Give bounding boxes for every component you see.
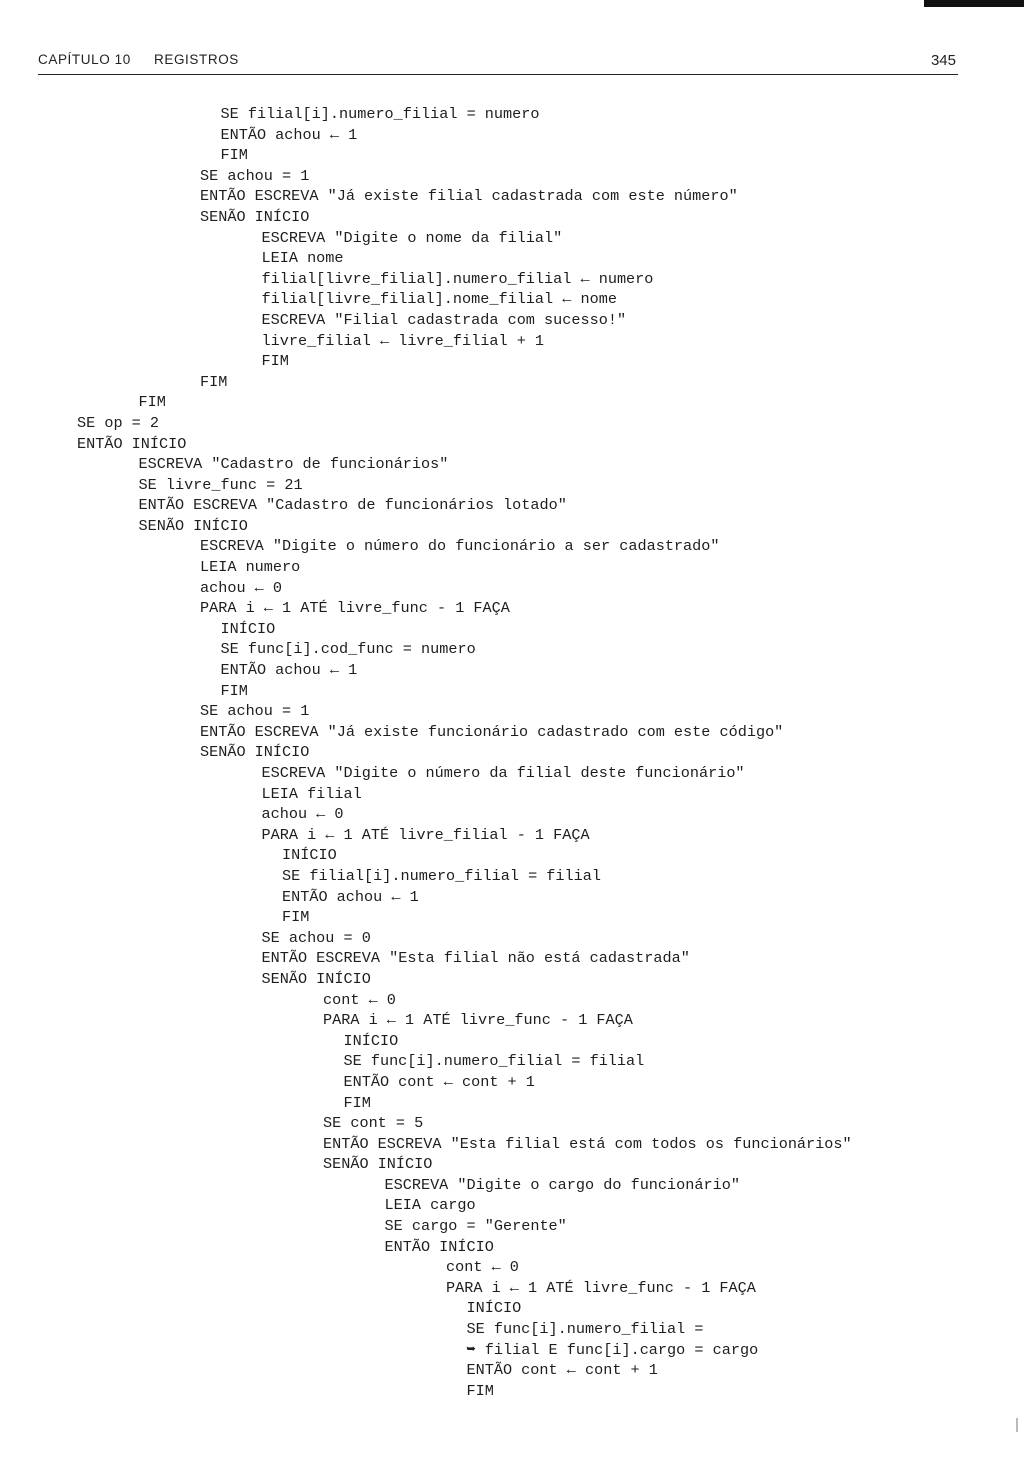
code-line: ESCREVA "Digite o nome da filial" [261, 228, 563, 247]
code-line: INÍCIO [343, 1031, 399, 1050]
code-line: SE op = 2 [77, 413, 160, 432]
chapter-label: CAPÍTULO 10 [38, 52, 131, 67]
code-line: achou ← 0 [200, 578, 283, 597]
code-line: SENÃO INÍCIO [323, 1155, 433, 1174]
code-line: ENTÃO achou ← 1 [220, 661, 358, 680]
scan-edge-dot [1016, 1418, 1018, 1432]
code-line: FIM [343, 1093, 371, 1112]
code-line: ➥ filial E func[i].cargo = cargo [466, 1340, 759, 1359]
code-line: ESCREVA "Digite o número da filial deste funcionário" [261, 764, 745, 782]
code-line: SENÃO INÍCIO [200, 743, 310, 762]
code-line: ENTÃO ESCREVA "Esta filial está com todos os funcionários" [323, 1134, 852, 1153]
code-line: SE filial[i].numero_filial = filial [282, 866, 601, 885]
code-line: FIM [138, 393, 166, 412]
code-line: filial[livre_filial].numero_filial ← numero [261, 269, 654, 288]
code-line: INÍCIO [220, 619, 276, 638]
code-line: ESCREVA "Digite o cargo do funcionário" [384, 1175, 740, 1194]
code-line: livre_filial ← livre_filial + 1 [261, 331, 545, 350]
code-line: SE achou = 1 [200, 702, 310, 721]
code-line: ENTÃO INÍCIO [384, 1237, 494, 1256]
code-line: INÍCIO [282, 846, 337, 865]
pseudocode-listing [76, 104, 852, 1401]
running-header [38, 52, 958, 75]
code-line: ESCREVA "Cadastro de funcionários" [138, 455, 449, 474]
code-line: SENÃO INÍCIO [138, 516, 248, 535]
code-line: ENTÃO ESCREVA "Já existe funcionário cadastrado com este código" [200, 722, 784, 741]
code-line: SE achou = 1 [200, 166, 310, 185]
code-line: SE func[i].numero_filial = [466, 1320, 704, 1339]
page-number: 345 [930, 52, 956, 69]
code-line: ENTÃO cont ← cont + 1 [466, 1361, 658, 1380]
code-line: LEIA numero [200, 558, 301, 577]
code-line: achou ← 0 [261, 805, 344, 824]
code-line: FIM [200, 372, 228, 391]
code-line: SE livre_func = 21 [138, 475, 303, 494]
code-line: SENÃO INÍCIO [261, 969, 371, 988]
code-line: SE cont = 5 [323, 1114, 424, 1133]
code-line: LEIA nome [261, 249, 344, 268]
code-line: LEIA filial [261, 784, 362, 803]
code-line: ENTÃO ESCREVA "Cadastro de funcionários lotado" [138, 496, 567, 515]
code-line: SE filial[i].numero_filial = numero [220, 105, 540, 123]
code-line: ENTÃO cont ← cont + 1 [343, 1072, 535, 1091]
code-line: SENÃO INÍCIO [200, 207, 310, 226]
code-line: FIM [220, 681, 248, 700]
code-line: ESCREVA "Digite o número do funcionário a ser cadastrado" [200, 537, 720, 556]
code-line: INÍCIO [466, 1299, 522, 1318]
code-line: ENTÃO INÍCIO [77, 434, 187, 453]
code-line: SE cargo = "Gerente" [384, 1217, 567, 1236]
code-line: PARA i ← 1 ATÉ livre_func - 1 FAÇA [446, 1278, 756, 1297]
code-line: SE achou = 0 [261, 928, 371, 947]
code-line: SE func[i].numero_filial = filial [343, 1052, 645, 1071]
section-label: REGISTROS [154, 52, 239, 67]
code-line: SE func[i].cod_func = numero [220, 640, 476, 659]
scan-edge-mark [924, 0, 1024, 7]
code-line: ESCREVA "Filial cadastrada com sucesso!" [261, 310, 627, 329]
code-line: filial[livre_filial].nome_filial ← nome [261, 290, 617, 309]
code-line: PARA i ← 1 ATÉ livre_filial - 1 FAÇA [261, 825, 590, 844]
code-line: LEIA cargo [384, 1196, 476, 1215]
code-line: FIM [261, 352, 289, 371]
code-line: ENTÃO ESCREVA "Já existe filial cadastrada com este número" [200, 187, 738, 206]
code-line: PARA i ← 1 ATÉ livre_func - 1 FAÇA [200, 599, 510, 618]
code-line: FIM [220, 146, 248, 165]
code-line: ENTÃO achou ← 1 [282, 887, 419, 906]
code-line: FIM [282, 908, 310, 927]
code-line: ENTÃO achou ← 1 [220, 125, 358, 144]
code-line: cont ← 0 [323, 990, 396, 1009]
code-line: cont ← 0 [446, 1258, 519, 1277]
code-line: ENTÃO ESCREVA "Esta filial não está cadastrada" [261, 949, 690, 968]
code-line: PARA i ← 1 ATÉ livre_func - 1 FAÇA [323, 1011, 633, 1030]
code-line: FIM [466, 1381, 494, 1400]
